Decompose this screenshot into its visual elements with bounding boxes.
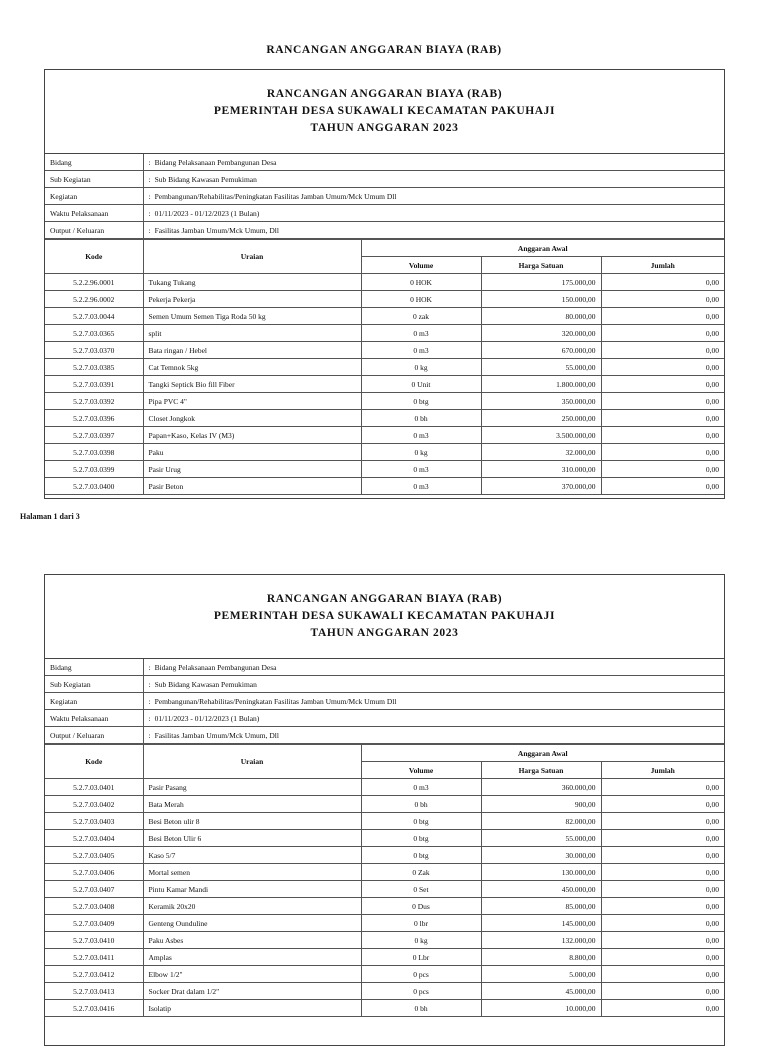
cell-kode: 5.2.2.96.0002 — [45, 291, 143, 308]
cell-harga-satuan: 80.000,00 — [481, 308, 601, 325]
cell-kode: 5.2.7.03.0044 — [45, 308, 143, 325]
info-row-output: Output / Keluaran : Fasilitas Jamban Umum/Mck Umum, Dll — [45, 727, 724, 744]
cell-jumlah: 0,00 — [601, 478, 724, 495]
cell-uraian: Bata ringan / Hebel — [143, 342, 361, 359]
info-table — [45, 154, 724, 239]
cell-kode: 5.2.7.03.0391 — [45, 376, 143, 393]
cell-uraian: Papan+Kaso, Kelas IV (M3) — [143, 427, 361, 444]
cell-jumlah: 0,00 — [601, 796, 724, 813]
info-row-kegiatan: Kegiatan : Pembangunan/Rehabilitas/Peningkatan Fasilitas Jamban Umum/Mck Umum Dll — [45, 693, 724, 710]
cell-volume: 0 m3 — [361, 478, 481, 495]
cell-uraian: Pasir Pasang — [143, 779, 361, 796]
cell-volume: 0 m3 — [361, 461, 481, 478]
cell-harga-satuan: 3.500.000,00 — [481, 427, 601, 444]
cell-jumlah: 0,00 — [601, 864, 724, 881]
table-row — [45, 342, 724, 359]
cell-harga-satuan: 5.000,00 — [481, 966, 601, 983]
col-volume: Volume — [361, 257, 481, 274]
cell-volume: 0 Dus — [361, 898, 481, 915]
cell-volume: 0 btg — [361, 847, 481, 864]
cell-kode: 5.2.7.03.0400 — [45, 478, 143, 495]
cell-volume: 0 m3 — [361, 779, 481, 796]
items-table — [45, 744, 724, 1017]
cell-jumlah: 0,00 — [601, 779, 724, 796]
table-row — [45, 881, 724, 898]
cell-volume: 0 m3 — [361, 427, 481, 444]
cell-harga-satuan: 250.000,00 — [481, 410, 601, 427]
table-row — [45, 376, 724, 393]
cell-harga-satuan: 360.000,00 — [481, 779, 601, 796]
cell-kode: 5.2.7.03.0407 — [45, 881, 143, 898]
cell-jumlah: 0,00 — [601, 830, 724, 847]
page-number: Halaman 1 dari 3 — [20, 512, 80, 521]
cell-jumlah: 0,00 — [601, 1000, 724, 1017]
info-row-sub-kegiatan: Sub Kegiatan : Sub Bidang Kawasan Pemukiman — [45, 171, 724, 188]
cell-jumlah: 0,00 — [601, 359, 724, 376]
table-row — [45, 444, 724, 461]
cell-volume: 0 m3 — [361, 342, 481, 359]
cell-jumlah: 0,00 — [601, 932, 724, 949]
cell-jumlah: 0,00 — [601, 881, 724, 898]
table-row — [45, 898, 724, 915]
cell-volume: 0 kg — [361, 444, 481, 461]
rab-header — [45, 70, 724, 154]
table-row — [45, 779, 724, 796]
cell-uraian: Amplas — [143, 949, 361, 966]
col-jumlah: Jumlah — [601, 257, 724, 274]
rab-page-1 — [44, 69, 725, 499]
cell-harga-satuan: 132.000,00 — [481, 932, 601, 949]
cell-jumlah: 0,00 — [601, 983, 724, 1000]
col-kode: Kode — [45, 745, 143, 779]
cell-jumlah: 0,00 — [601, 393, 724, 410]
cell-volume: 0 kg — [361, 932, 481, 949]
col-harga-satuan: Harga Satuan — [481, 257, 601, 274]
header-year: TAHUN ANGGARAN 2023 — [310, 627, 459, 639]
cell-uraian: Tukang Tukang — [143, 274, 361, 291]
cell-uraian: Socker Drat dalam 1/2" — [143, 983, 361, 1000]
cell-kode: 5.2.2.96.0001 — [45, 274, 143, 291]
cell-volume: 0 bh — [361, 796, 481, 813]
table-row — [45, 813, 724, 830]
cell-volume: 0 btg — [361, 393, 481, 410]
info-row-kegiatan: Kegiatan : Pembangunan/Rehabilitas/Peningkatan Fasilitas Jamban Umum/Mck Umum Dll — [45, 188, 724, 205]
cell-kode: 5.2.7.03.0409 — [45, 915, 143, 932]
items-body — [45, 779, 724, 1017]
cell-harga-satuan: 82.000,00 — [481, 813, 601, 830]
cell-jumlah: 0,00 — [601, 949, 724, 966]
cell-harga-satuan: 55.000,00 — [481, 359, 601, 376]
cell-uraian: Besi Beton Ulir 6 — [143, 830, 361, 847]
col-uraian: Uraian — [143, 745, 361, 779]
cell-jumlah: 0,00 — [601, 342, 724, 359]
cell-jumlah: 0,00 — [601, 376, 724, 393]
table-row — [45, 847, 724, 864]
cell-volume: 0 HOK — [361, 291, 481, 308]
header-government: PEMERINTAH DESA SUKAWALI KECAMATAN PAKUHAJI — [213, 610, 556, 622]
table-row — [45, 274, 724, 291]
cell-kode: 5.2.7.03.0411 — [45, 949, 143, 966]
cell-volume: 0 btg — [361, 813, 481, 830]
cell-harga-satuan: 145.000,00 — [481, 915, 601, 932]
cell-uraian: Genteng Ounduline — [143, 915, 361, 932]
col-harga-satuan: Harga Satuan — [481, 762, 601, 779]
cell-harga-satuan: 450.000,00 — [481, 881, 601, 898]
cell-harga-satuan: 370.000,00 — [481, 478, 601, 495]
cell-uraian: Pekerja Pekerja — [143, 291, 361, 308]
cell-volume: 0 HOK — [361, 274, 481, 291]
cell-uraian: split — [143, 325, 361, 342]
cell-jumlah: 0,00 — [601, 461, 724, 478]
cell-uraian: Pasir Urug — [143, 461, 361, 478]
cell-kode: 5.2.7.03.0406 — [45, 864, 143, 881]
table-row — [45, 410, 724, 427]
col-jumlah: Jumlah — [601, 762, 724, 779]
table-row — [45, 393, 724, 410]
info-row-sub-kegiatan: Sub Kegiatan : Sub Bidang Kawasan Pemukiman — [45, 676, 724, 693]
cell-harga-satuan: 130.000,00 — [481, 864, 601, 881]
info-row-waktu: Waktu Pelaksanaan : 01/11/2023 - 01/12/2023 (1 Bulan) — [45, 205, 724, 222]
cell-harga-satuan: 45.000,00 — [481, 983, 601, 1000]
cell-uraian: Cat Temnok 5kg — [143, 359, 361, 376]
cell-jumlah: 0,00 — [601, 966, 724, 983]
col-uraian: Uraian — [143, 240, 361, 274]
cell-jumlah: 0,00 — [601, 915, 724, 932]
cell-jumlah: 0,00 — [601, 898, 724, 915]
cell-volume: 0 bh — [361, 1000, 481, 1017]
document-title: RANCANGAN ANGGARAN BIAYA (RAB) — [266, 44, 502, 56]
cell-kode: 5.2.7.03.0408 — [45, 898, 143, 915]
cell-volume: 0 kg — [361, 359, 481, 376]
info-row-output: Output / Keluaran : Fasilitas Jamban Umum/Mck Umum, Dll — [45, 222, 724, 239]
cell-harga-satuan: 900,00 — [481, 796, 601, 813]
cell-harga-satuan: 8.800,00 — [481, 949, 601, 966]
cell-volume: 0 zak — [361, 308, 481, 325]
table-row — [45, 1000, 724, 1017]
header-government: PEMERINTAH DESA SUKAWALI KECAMATAN PAKUHAJI — [213, 105, 556, 117]
cell-volume: 0 m3 — [361, 325, 481, 342]
cell-kode: 5.2.7.03.0365 — [45, 325, 143, 342]
col-anggaran-awal: Anggaran Awal — [361, 745, 724, 762]
cell-kode: 5.2.7.03.0403 — [45, 813, 143, 830]
cell-jumlah: 0,00 — [601, 325, 724, 342]
cell-jumlah: 0,00 — [601, 274, 724, 291]
cell-volume: 0 Unit — [361, 376, 481, 393]
cell-volume: 0 Lbr — [361, 949, 481, 966]
cell-jumlah: 0,00 — [601, 308, 724, 325]
cell-volume: 0 Set — [361, 881, 481, 898]
rab-page-2 — [44, 574, 725, 1046]
table-row — [45, 830, 724, 847]
cell-harga-satuan: 310.000,00 — [481, 461, 601, 478]
rab-header — [45, 575, 724, 659]
cell-kode: 5.2.7.03.0405 — [45, 847, 143, 864]
cell-kode: 5.2.7.03.0416 — [45, 1000, 143, 1017]
cell-kode: 5.2.7.03.0402 — [45, 796, 143, 813]
cell-volume: 0 pcs — [361, 983, 481, 1000]
cell-harga-satuan: 670.000,00 — [481, 342, 601, 359]
items-body — [45, 274, 724, 495]
cell-jumlah: 0,00 — [601, 813, 724, 830]
table-row — [45, 932, 724, 949]
col-kode: Kode — [45, 240, 143, 274]
cell-uraian: Mortal semen — [143, 864, 361, 881]
table-row — [45, 864, 724, 881]
cell-harga-satuan: 350.000,00 — [481, 393, 601, 410]
cell-volume: 0 lbr — [361, 915, 481, 932]
cell-harga-satuan: 55.000,00 — [481, 830, 601, 847]
cell-jumlah: 0,00 — [601, 444, 724, 461]
cell-uraian: Kaso 5/7 — [143, 847, 361, 864]
header-title: RANCANGAN ANGGARAN BIAYA (RAB) — [266, 88, 503, 100]
table-row — [45, 478, 724, 495]
cell-uraian: Pintu Kamar Mandi — [143, 881, 361, 898]
header-title: RANCANGAN ANGGARAN BIAYA (RAB) — [266, 593, 503, 605]
cell-uraian: Keramik 20x20 — [143, 898, 361, 915]
table-row — [45, 796, 724, 813]
table-row — [45, 359, 724, 376]
cell-uraian: Pipa PVC 4" — [143, 393, 361, 410]
table-row — [45, 966, 724, 983]
table-row — [45, 308, 724, 325]
cell-uraian: Semen Umum Semen Tiga Roda 50 kg — [143, 308, 361, 325]
cell-jumlah: 0,00 — [601, 847, 724, 864]
cell-uraian: Bata Merah — [143, 796, 361, 813]
cell-uraian: Isolatip — [143, 1000, 361, 1017]
cell-volume: 0 Zak — [361, 864, 481, 881]
col-anggaran-awal: Anggaran Awal — [361, 240, 724, 257]
table-row — [45, 983, 724, 1000]
cell-kode: 5.2.7.03.0413 — [45, 983, 143, 1000]
cell-jumlah: 0,00 — [601, 291, 724, 308]
info-table — [45, 659, 724, 744]
cell-uraian: Tangki Septick Bio fill Fiber — [143, 376, 361, 393]
cell-harga-satuan: 10.000,00 — [481, 1000, 601, 1017]
table-row — [45, 949, 724, 966]
cell-harga-satuan: 85.000,00 — [481, 898, 601, 915]
cell-kode: 5.2.7.03.0398 — [45, 444, 143, 461]
cell-kode: 5.2.7.03.0397 — [45, 427, 143, 444]
cell-uraian: Paku Asbes — [143, 932, 361, 949]
cell-kode: 5.2.7.03.0385 — [45, 359, 143, 376]
table-row — [45, 427, 724, 444]
table-row — [45, 915, 724, 932]
cell-jumlah: 0,00 — [601, 427, 724, 444]
cell-harga-satuan: 320.000,00 — [481, 325, 601, 342]
cell-volume: 0 bh — [361, 410, 481, 427]
cell-harga-satuan: 150.000,00 — [481, 291, 601, 308]
cell-uraian: Closet Jongkok — [143, 410, 361, 427]
cell-harga-satuan: 1.800.000,00 — [481, 376, 601, 393]
cell-harga-satuan: 30.000,00 — [481, 847, 601, 864]
cell-harga-satuan: 175.000,00 — [481, 274, 601, 291]
cell-kode: 5.2.7.03.0410 — [45, 932, 143, 949]
info-row-waktu: Waktu Pelaksanaan : 01/11/2023 - 01/12/2023 (1 Bulan) — [45, 710, 724, 727]
cell-volume: 0 pcs — [361, 966, 481, 983]
cell-kode: 5.2.7.03.0412 — [45, 966, 143, 983]
info-row-bidang: Bidang : Bidang Pelaksanaan Pembangunan Desa — [45, 154, 724, 171]
table-row — [45, 291, 724, 308]
cell-kode: 5.2.7.03.0396 — [45, 410, 143, 427]
table-row — [45, 461, 724, 478]
info-row-bidang: Bidang : Bidang Pelaksanaan Pembangunan Desa — [45, 659, 724, 676]
table-row — [45, 325, 724, 342]
cell-jumlah: 0,00 — [601, 410, 724, 427]
cell-kode: 5.2.7.03.0399 — [45, 461, 143, 478]
cell-harga-satuan: 32.000,00 — [481, 444, 601, 461]
cell-kode: 5.2.7.03.0392 — [45, 393, 143, 410]
cell-uraian: Elbow 1/2" — [143, 966, 361, 983]
cell-kode: 5.2.7.03.0404 — [45, 830, 143, 847]
header-year: TAHUN ANGGARAN 2023 — [310, 122, 459, 134]
col-volume: Volume — [361, 762, 481, 779]
cell-uraian: Pasir Beton — [143, 478, 361, 495]
cell-kode: 5.2.7.03.0401 — [45, 779, 143, 796]
cell-uraian: Besi Beton ulir 8 — [143, 813, 361, 830]
cell-volume: 0 btg — [361, 830, 481, 847]
cell-uraian: Paku — [143, 444, 361, 461]
cell-kode: 5.2.7.03.0370 — [45, 342, 143, 359]
items-table — [45, 239, 724, 495]
